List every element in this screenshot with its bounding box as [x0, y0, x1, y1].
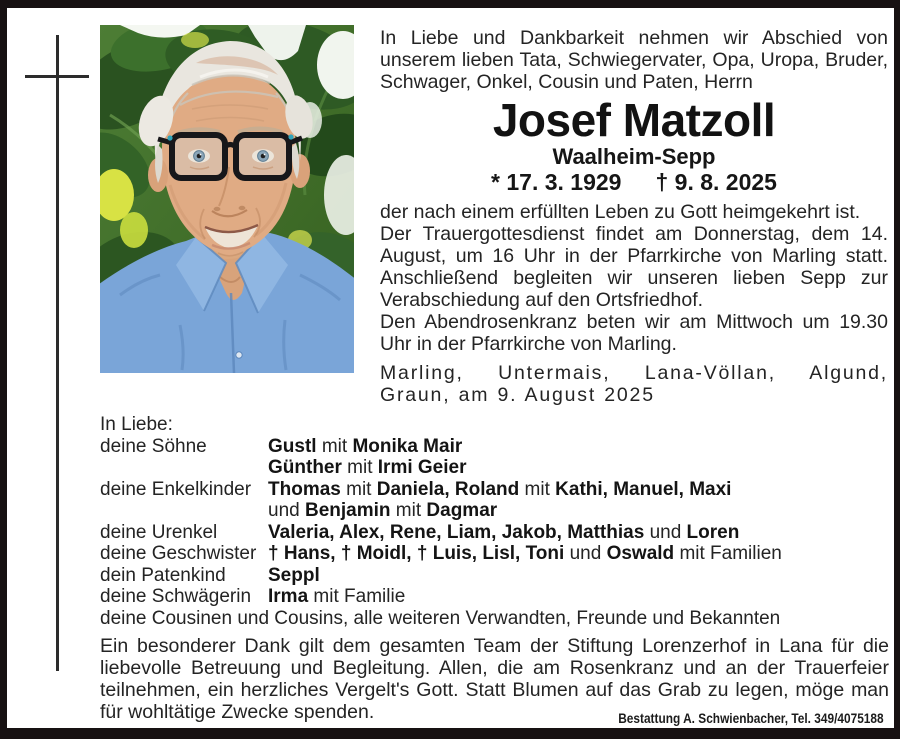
family-list-heading: In Liebe: [100, 414, 173, 435]
family-names [268, 479, 881, 522]
family-names-line: Irma mit Familie [268, 586, 406, 607]
family-names [268, 586, 881, 608]
family-names [268, 522, 881, 544]
family-row [100, 586, 881, 608]
memorial-cross-vertical-bar [56, 35, 59, 671]
portrait-photo [100, 25, 354, 373]
announcement-paragraph-2: Der Trauergottesdienst findet am Donnerstag, dem 14. August, um 16 Uhr in der Pfarrkirche von Marling statt. Anschließend begleiten wir unseren lieben Sepp zur Verabschiedung auf den Ortsfriedhof. [380, 223, 888, 311]
family-names-line: Thomas mit Daniela, Roland mit Kathi, Manuel, Maxi [268, 478, 732, 500]
life-dates [380, 170, 888, 195]
family-names-line: und Benjamin mit Dagmar [268, 500, 498, 521]
memorial-cross-horizontal-bar [25, 75, 89, 78]
family-relation-label: dein Patenkind [100, 564, 226, 586]
family-relation-label: deine Geschwister [100, 543, 257, 564]
thanks-text: Ein besonderer Dank gilt dem gesamten Team der Stiftung Lorenzerhof in Lana für die liebevolle Betreuung und Begleitung. Allen, die am Rosenkranz und an der Trauerfeier teilnehmen, ein herzliches Vergelt's Gott. Statt Blumen auf das Grab zu legen, möge man für wohltätige Zwecke spenden. [100, 635, 889, 723]
family-names-line: Günther mit Irmi Geier [268, 457, 467, 478]
family-relation-label: deine Söhne [100, 435, 207, 457]
funeral-home-credit: Bestattung A. Schwienbacher, Tel. 349/4075188 [613, 711, 884, 726]
family-names-line: Valeria, Alex, Rene, Liam, Jakob, Matthias und Loren [268, 521, 740, 543]
death-date: † 9. 8. 2025 [655, 169, 777, 195]
family-names-line: Gustl mit Monika Mair [268, 435, 463, 457]
family-rows [100, 436, 881, 608]
family-names-line: Seppl [268, 564, 320, 586]
places-and-date-line: Marling, Untermais, Lana-Völlan, Algund, Graun, am 9. August 2025 [380, 362, 888, 406]
family-row [100, 479, 881, 522]
announcement-paragraph-1: der nach einem erfüllten Leben zu Gott heimgekehrt ist. [380, 201, 861, 223]
family-row [100, 436, 881, 479]
family-names [268, 543, 881, 565]
family-relation-label: deine Enkelkinder [100, 478, 252, 500]
family-relation-label: deine Urenkel [100, 521, 218, 543]
deceased-name: Josef Matzoll [492, 94, 776, 146]
family-row [100, 565, 881, 587]
announcement-column [380, 27, 888, 406]
deceased-nickname: Waalheim-Sepp [552, 144, 716, 169]
announcement-paragraph-3: Den Abendrosenkranz beten wir am Mittwoch um 19.30 Uhr in der Pfarrkirche von Marling. [380, 311, 888, 355]
family-list [100, 414, 881, 629]
family-names [268, 436, 881, 479]
birth-date: * 17. 3. 1929 [491, 169, 622, 195]
family-relation-label: deine Schwägerin [100, 586, 252, 607]
family-closing-line: deine Cousinen und Cousins, alle weiteren Verwandten, Freunde und Bekannten [100, 607, 781, 629]
family-names [268, 565, 881, 587]
family-row [100, 522, 881, 544]
intro-text: In Liebe und Dankbarkeit nehmen wir Abschied von unserem lieben Tata, Schwiegervater, Opa, Uropa, Bruder, Schwager, Onkel, Cousin und Paten, Herrn [380, 27, 888, 93]
family-row [100, 543, 881, 565]
family-names-line: † Hans, † Moidl, † Luis, Lisl, Toni und Oswald mit Familien [268, 543, 782, 564]
